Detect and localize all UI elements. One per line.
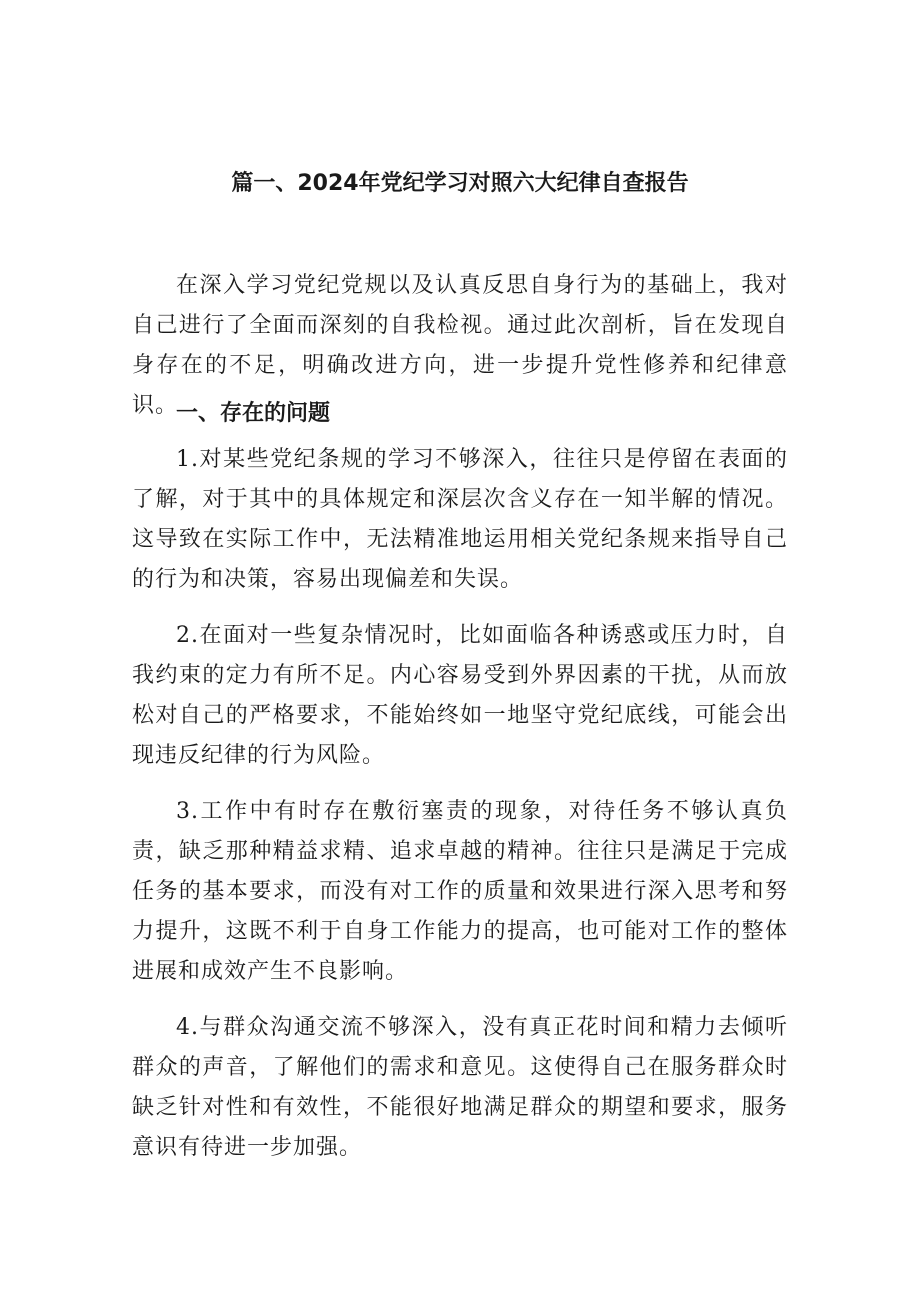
issue-paragraph-4: 4.与群众沟通交流不够深入，没有真正花时间和精力去倾听群众的声音，了解他们的需求和意见。这使得自己在服务群众时缺乏针对性和有效性，不能很好地满足群众的期望和要求，服务意识有待进一步加强。 <box>132 1015 788 1160</box>
intro-paragraph: 在深入学习党纪党规以及认真反思自身行为的基础上，我对自己进行了全面而深刻的自我检视。通过此次剖析，旨在发现自身存在的不足，明确改进方向，进一步提升党性修养和纪律意识。 <box>132 273 788 418</box>
document-title: 篇一、2024年党纪学习对照六大纪律自查报告 <box>231 171 689 196</box>
issue-paragraph-3: 3.工作中有时存在敷衍塞责的现象，对待任务不够认真负责，缺乏那种精益求精、追求卓越的精神。往往只是满足于完成任务的基本要求，而没有对工作的质量和效果进行深入思考和努力提升，这既不利于自身工作能力的提高，也可能对工作的整体进展和成效产生不良影响。 <box>132 799 788 984</box>
issue-paragraph-2: 2.在面对一些复杂情况时，比如面临各种诱惑或压力时，自我约束的定力有所不足。内心容易受到外界因素的干扰，从而放松对自己的严格要求，不能始终如一地坚守党纪底线，可能会出现违反纪律的行为风险。 <box>132 623 788 768</box>
section-heading: 一、存在的问题 <box>176 401 331 426</box>
issue-paragraph-1: 1.对某些党纪条规的学习不够深入，往往只是停留在表面的了解，对于其中的具体规定和深层次含义存在一知半解的情况。这导致在实际工作中，无法精准地运用相关党纪条规来指导自己的行为和决策，容易出现偏差和失误。 <box>132 447 788 592</box>
